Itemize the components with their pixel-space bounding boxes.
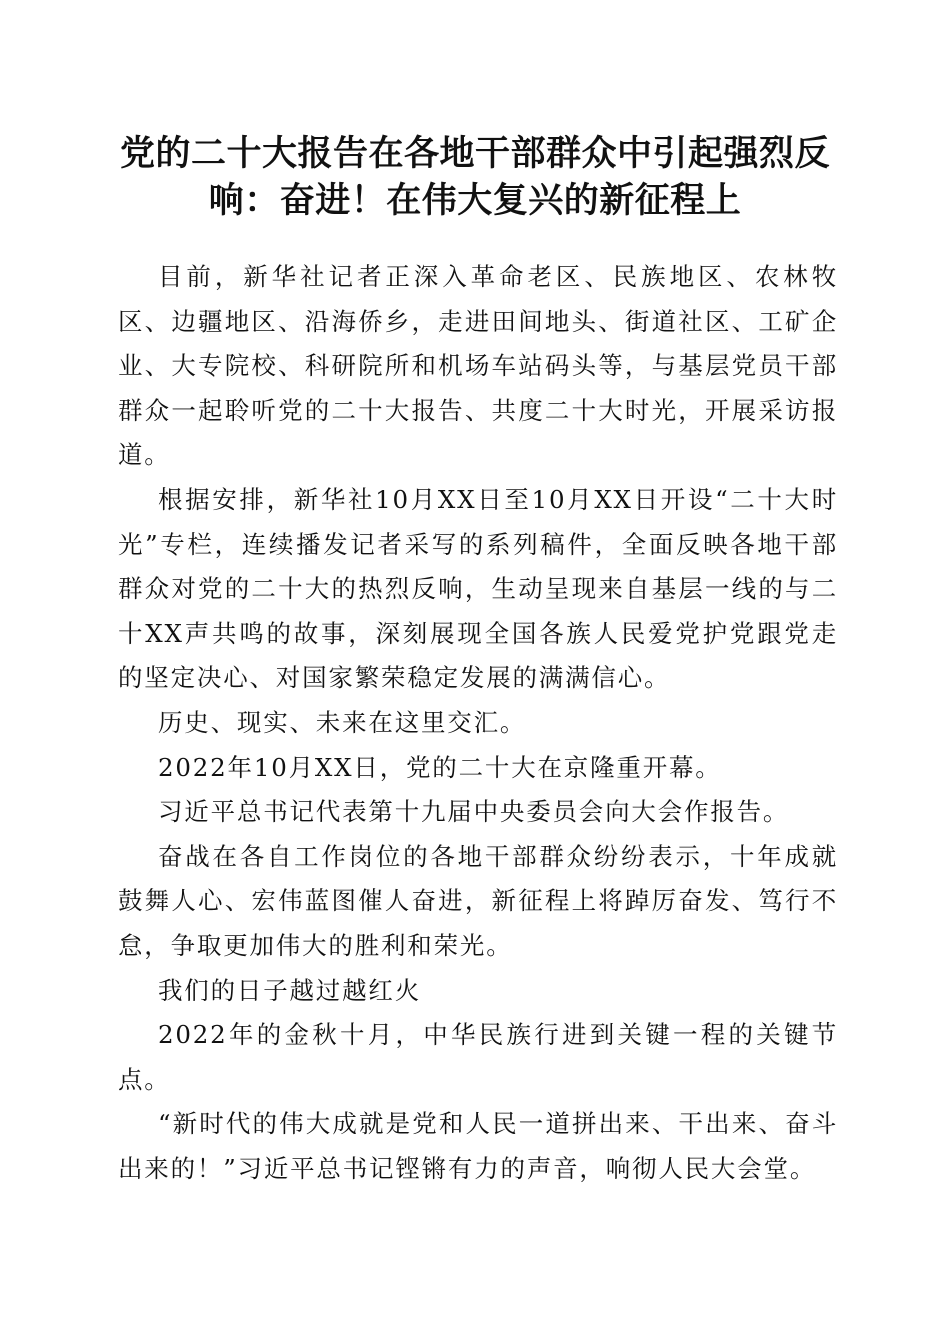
paragraph: 根据安排，新华社10月XX日至10月XX日开设“二十大时光”专栏，连续播发记者采写的系列稿件，全面反映各地干部群众对党的二十大的热烈反响，生动呈现来自基层一线的与二十XX声共鸣的故事，深刻展现全国各族人民爱党护党跟党走的坚定决心、对国家繁荣稳定发展的满满信心。 [118, 484, 838, 693]
paragraph: 目前，新华社记者正深入革命老区、民族地区、农林牧区、边疆地区、沿海侨乡，走进田间地头、街道社区、工矿企业、大专院校、科研院所和机场车站码头等，与基层党员干部群众一起聆听党的二十大报告、共度二十大时光，开展采访报道。 [118, 262, 838, 470]
paragraph: 奋战在各自工作岗位的各地干部群众纷纷表示，十年成就鼓舞人心、宏伟蓝图催人奋进，新征程上将踔厉奋发、笃行不怠，争取更加伟大的胜利和荣光。 [118, 841, 838, 960]
paragraph: 习近平总书记代表第十九届中央委员会向大会作报告。 [158, 797, 790, 827]
paragraph: “新时代的伟大成就是党和人民一道拼出来、干出来、奋斗出来的！”习近平总书记铿锵有力的声音，响彻人民大会堂。 [118, 1109, 838, 1183]
section-heading: 我们的日子越过越红火 [158, 975, 421, 1005]
paragraph: 历史、现实、未来在这里交汇。 [158, 707, 527, 737]
document-body [118, 255, 838, 1191]
paragraph: 2022年的金秋十月，中华民族行进到关键一程的关键节点。 [118, 1020, 838, 1094]
paragraph: 2022年10月XX日，党的二十大在京隆重开幕。 [158, 752, 722, 782]
document-title: 党的二十大报告在各地干部群众中引起强烈反响：奋进！在伟大复兴的新征程上 [119, 133, 830, 221]
